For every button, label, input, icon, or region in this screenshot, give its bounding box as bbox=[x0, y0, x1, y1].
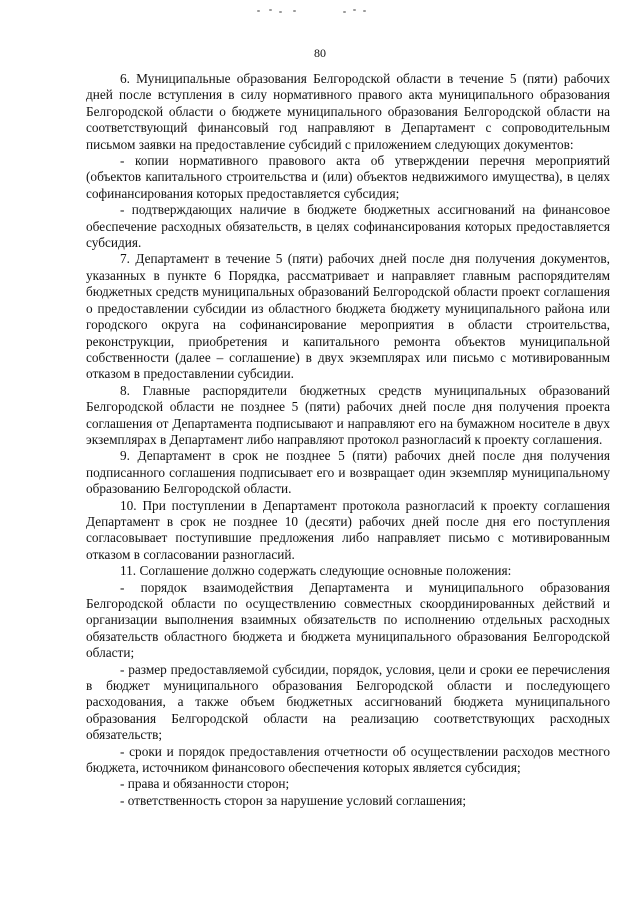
paragraph-8: 8. Главные распорядители бюджетных средств муниципальных образований Белгородской области не позднее 5 (пяти) рабочих дней после дня получения проекта соглашения от Департамента подписывают и направляют его на бумажном носителе в двух экземплярах в Департамент либо направляют протокол разногласий к проекту соглашения. bbox=[86, 382, 610, 447]
paragraph-9: 9. Департамент в срок не позднее 5 (пяти) рабочих дней после дня получения подписанного соглашения подписывает его и возвращает один экземпляр муниципальному образованию Белгородской области. bbox=[86, 448, 610, 497]
list-item-interaction: - порядок взаимодействия Департамента и муниципального образования Белгородской области по осуществлению совместных скоординированных действий и организации выполнения взаимных обязательств по исполнению отдельных расходных обязательств областного бюджета и бюджета муниципального образования Белгородской области; bbox=[86, 579, 610, 661]
list-item-rights: - права и обязанности сторон; bbox=[120, 776, 290, 792]
list-item-responsibility: - ответственность сторон за нарушение условий соглашения; bbox=[120, 792, 467, 808]
list-item-reporting: - сроки и порядок предоставления отчетности об осуществлении расходов местного бюджета, источником финансового обеспечения которых является субсидия; bbox=[86, 743, 610, 776]
paragraph-7: 7. Департамент в течение 5 (пяти) рабочих дней после дня получения документов, указанных в пункте 6 Порядка, рассматривает и направляет главным распорядителям бюджетных средств муниципальных образований Белгородской области проект соглашения о предоставлении субсидии из областного бюджета бюджету муниципального района или городского округа на софинансирование мероприятия в области строительства, реконструкции, приобретения и капитального ремонта объектов муниципальной собственности (далее – соглашение) в двух экземплярах или письмо с мотивированным отказом в предоставлении субсидии. bbox=[86, 251, 610, 382]
paragraph-10: 10. При поступлении в Департамент протокола разногласий к проекту соглашения Департамент в срок не позднее 10 (десяти) рабочих дней после дня его поступления согласовывает поступившие предложения либо направляет письмо с мотивированным отказом в согласовании разногласий. bbox=[86, 497, 610, 562]
list-item-confirming: - подтверждающих наличие в бюджете бюджетных ассигнований на финансовое обеспечение расходных обязательств, в целях софинансирования которых предоставляется субсидия. bbox=[86, 202, 610, 251]
document-body bbox=[86, 71, 610, 809]
paragraph-11: 11. Соглашение должно содержать следующие основные положения: bbox=[120, 563, 512, 579]
list-item-copies: - копии нормативного правового акта об утверждении перечня мероприятий (объектов капитального строительства и (или) объектов недвижимого имущества), в целях софинансирования которых предоставляется субсидия; bbox=[86, 153, 610, 201]
page-number: 80 bbox=[314, 46, 326, 60]
scan-artifacts bbox=[255, 6, 375, 16]
paragraph-6: 6. Муниципальные образования Белгородской области в течение 5 (пяти) рабочих дней после вступления в силу нормативного правого акта муниципального образования Белгородской области о бюджете муниципального образования Белгородской области на соответствующий финансовый год направляют в Департамент с сопроводительным письмом заявки на предоставление субсидий с приложением следующих документов: bbox=[86, 71, 610, 152]
list-item-subsidy-size: - размер предоставляемой субсидии, порядок, условия, цели и сроки ее перечисления в бюджет муниципального образования Белгородской области и последующего расходования, а также объем бюджетных ассигнований бюджета муниципального образования Белгородской области на реализацию соответствующих расходных обязательств; bbox=[86, 661, 610, 743]
